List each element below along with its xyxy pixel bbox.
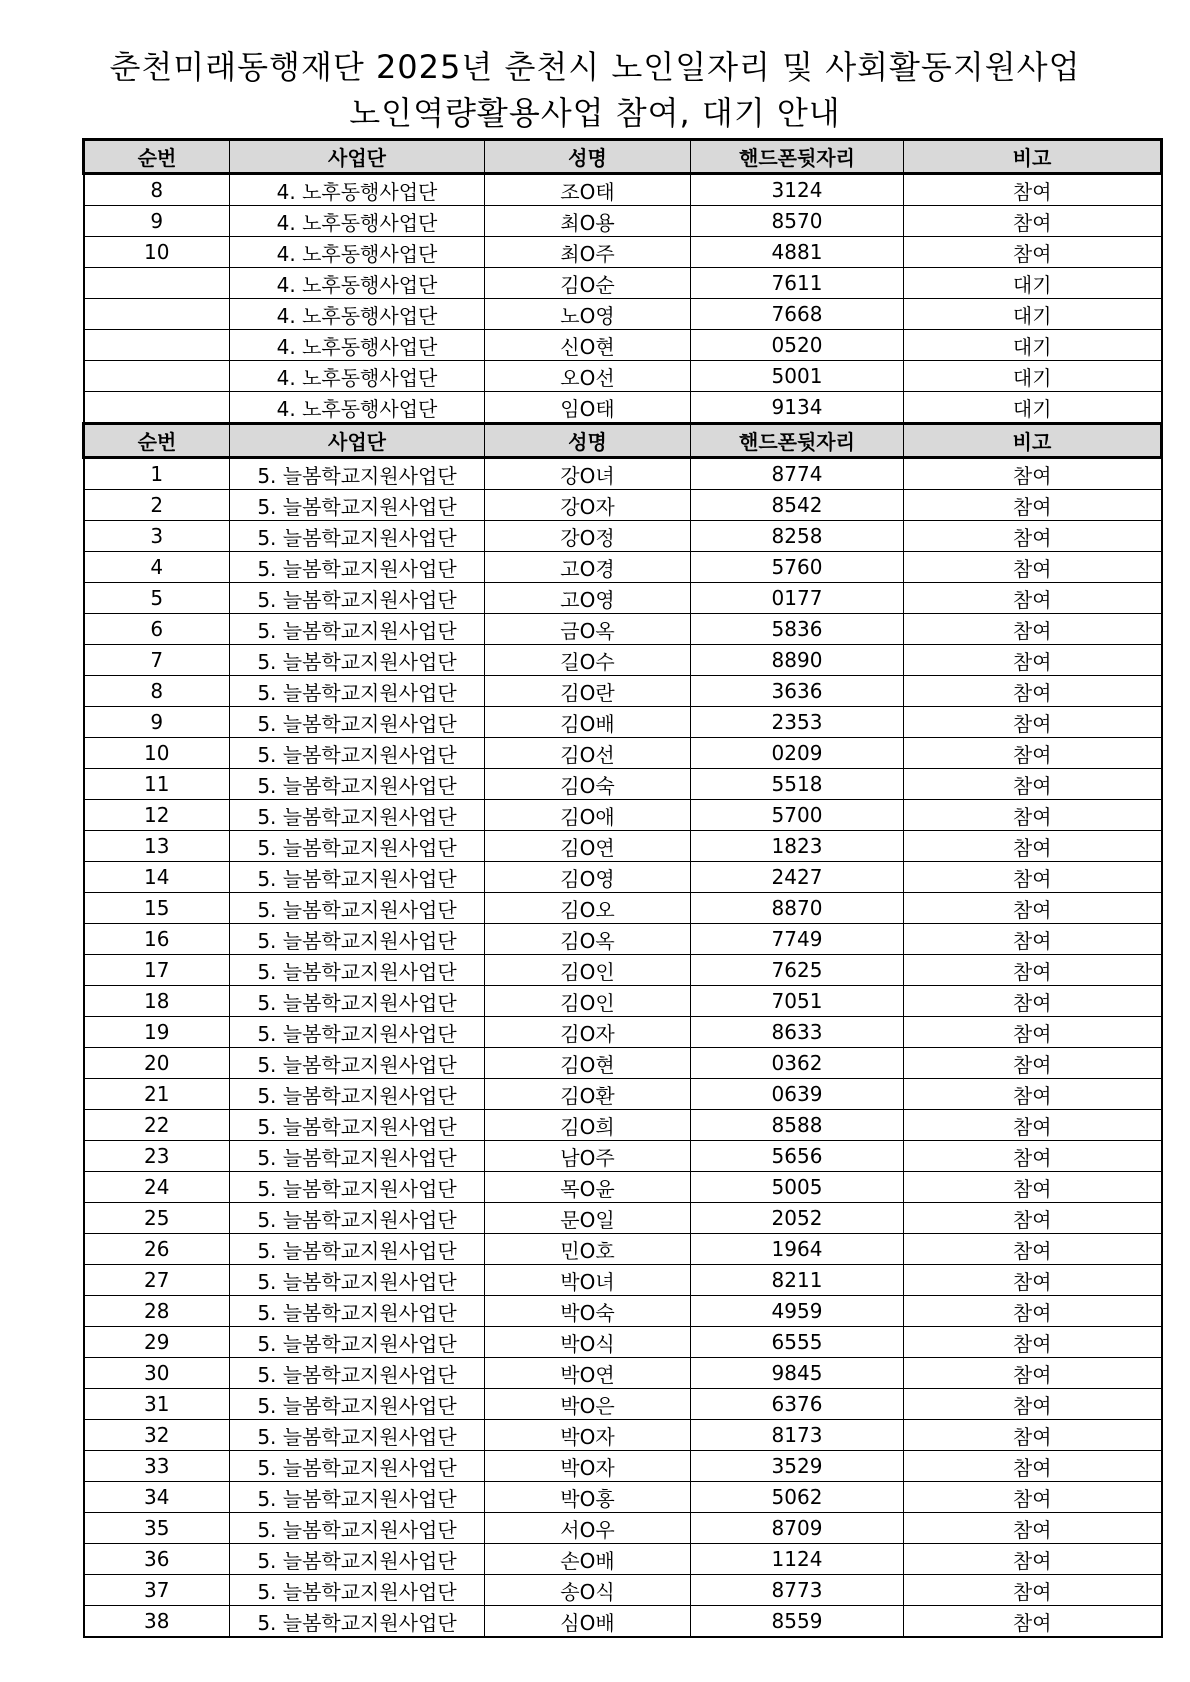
cell-team: 5. 늘봄학교지원사업단 <box>230 1358 485 1389</box>
cell-phone-last4: 0209 <box>691 738 904 769</box>
cell-team: 5. 늘봄학교지원사업단 <box>230 1141 485 1172</box>
cell-note: 참여 <box>904 1234 1162 1265</box>
cell-note: 참여 <box>904 1079 1162 1110</box>
cell-note: 참여 <box>904 800 1162 831</box>
cell-note: 참여 <box>904 237 1162 268</box>
cell-note: 참여 <box>904 831 1162 862</box>
header-team: 사업단 <box>230 140 485 174</box>
cell-team: 4. 노후동행사업단 <box>230 237 485 268</box>
cell-seq <box>84 392 230 424</box>
cell-seq: 36 <box>84 1544 230 1575</box>
cell-note: 참여 <box>904 707 1162 738</box>
cell-name: 김O순 <box>485 268 691 299</box>
header-name: 성명 <box>485 140 691 174</box>
cell-note: 참여 <box>904 1265 1162 1296</box>
cell-team: 5. 늘봄학교지원사업단 <box>230 1172 485 1203</box>
cell-team: 5. 늘봄학교지원사업단 <box>230 1389 485 1420</box>
cell-note: 참여 <box>904 645 1162 676</box>
cell-name: 목O윤 <box>485 1172 691 1203</box>
cell-name: 박O은 <box>485 1389 691 1420</box>
cell-seq: 11 <box>84 769 230 800</box>
cell-phone-last4: 5700 <box>691 800 904 831</box>
cell-seq: 37 <box>84 1575 230 1606</box>
cell-name: 김O애 <box>485 800 691 831</box>
cell-phone-last4: 8570 <box>691 206 904 237</box>
cell-note: 참여 <box>904 893 1162 924</box>
table-row <box>84 583 1162 614</box>
cell-team: 5. 늘봄학교지원사업단 <box>230 1482 485 1513</box>
cell-phone-last4: 1124 <box>691 1544 904 1575</box>
cell-name: 강O녀 <box>485 458 691 490</box>
cell-name: 노O영 <box>485 299 691 330</box>
cell-note: 참여 <box>904 1606 1162 1638</box>
cell-team: 5. 늘봄학교지원사업단 <box>230 1544 485 1575</box>
cell-phone-last4: 3529 <box>691 1451 904 1482</box>
cell-seq: 16 <box>84 924 230 955</box>
cell-seq: 23 <box>84 1141 230 1172</box>
cell-team: 5. 늘봄학교지원사업단 <box>230 862 485 893</box>
cell-note: 참여 <box>904 1389 1162 1420</box>
cell-phone-last4: 8258 <box>691 521 904 552</box>
cell-phone-last4: 8211 <box>691 1265 904 1296</box>
cell-seq: 12 <box>84 800 230 831</box>
cell-note: 대기 <box>904 361 1162 392</box>
table-row <box>84 299 1162 330</box>
table-row <box>84 1110 1162 1141</box>
header-team: 사업단 <box>230 424 485 458</box>
cell-seq: 19 <box>84 1017 230 1048</box>
cell-seq: 24 <box>84 1172 230 1203</box>
cell-phone-last4: 8870 <box>691 893 904 924</box>
table-row <box>84 1606 1162 1638</box>
table-row <box>84 361 1162 392</box>
cell-seq: 17 <box>84 955 230 986</box>
cell-name: 강O자 <box>485 490 691 521</box>
cell-phone-last4: 8773 <box>691 1575 904 1606</box>
table-row <box>84 1327 1162 1358</box>
cell-note: 참여 <box>904 1203 1162 1234</box>
cell-name: 김O환 <box>485 1079 691 1110</box>
cell-phone-last4: 5518 <box>691 769 904 800</box>
cell-name: 김O선 <box>485 738 691 769</box>
cell-phone-last4: 3124 <box>691 174 904 206</box>
header-seq: 순번 <box>84 424 230 458</box>
cell-phone-last4: 2427 <box>691 862 904 893</box>
cell-seq: 9 <box>84 206 230 237</box>
cell-phone-last4: 8774 <box>691 458 904 490</box>
cell-note: 참여 <box>904 1575 1162 1606</box>
cell-phone-last4: 5062 <box>691 1482 904 1513</box>
cell-phone-last4: 7668 <box>691 299 904 330</box>
cell-team: 5. 늘봄학교지원사업단 <box>230 552 485 583</box>
cell-note: 대기 <box>904 330 1162 361</box>
cell-name: 고O영 <box>485 583 691 614</box>
cell-name: 김O인 <box>485 955 691 986</box>
table-row <box>84 206 1162 237</box>
table-row <box>84 237 1162 268</box>
section1-header-row <box>84 140 1162 174</box>
cell-note: 참여 <box>904 1048 1162 1079</box>
table-row <box>84 800 1162 831</box>
table-row <box>84 986 1162 1017</box>
cell-phone-last4: 0177 <box>691 583 904 614</box>
cell-team: 5. 늘봄학교지원사업단 <box>230 614 485 645</box>
cell-phone-last4: 5001 <box>691 361 904 392</box>
cell-name: 조O태 <box>485 174 691 206</box>
cell-phone-last4: 1964 <box>691 1234 904 1265</box>
table-row <box>84 268 1162 299</box>
cell-note: 대기 <box>904 392 1162 424</box>
table-row <box>84 1017 1162 1048</box>
cell-team: 5. 늘봄학교지원사업단 <box>230 1451 485 1482</box>
table-row <box>84 174 1162 206</box>
table-row <box>84 924 1162 955</box>
cell-name: 김O옥 <box>485 924 691 955</box>
cell-note: 참여 <box>904 955 1162 986</box>
cell-name: 고O경 <box>485 552 691 583</box>
table-row <box>84 1172 1162 1203</box>
header-phone: 핸드폰뒷자리 <box>691 424 904 458</box>
table-row <box>84 738 1162 769</box>
table-row <box>84 392 1162 424</box>
cell-note: 참여 <box>904 676 1162 707</box>
cell-team: 5. 늘봄학교지원사업단 <box>230 769 485 800</box>
cell-team: 5. 늘봄학교지원사업단 <box>230 1606 485 1638</box>
cell-phone-last4: 9845 <box>691 1358 904 1389</box>
cell-seq: 32 <box>84 1420 230 1451</box>
cell-seq: 29 <box>84 1327 230 1358</box>
cell-phone-last4: 0362 <box>691 1048 904 1079</box>
cell-team: 5. 늘봄학교지원사업단 <box>230 583 485 614</box>
cell-seq: 9 <box>84 707 230 738</box>
cell-seq: 14 <box>84 862 230 893</box>
cell-phone-last4: 8709 <box>691 1513 904 1544</box>
cell-seq: 22 <box>84 1110 230 1141</box>
cell-team: 5. 늘봄학교지원사업단 <box>230 893 485 924</box>
cell-name: 오O선 <box>485 361 691 392</box>
table-row <box>84 1265 1162 1296</box>
cell-name: 김O배 <box>485 707 691 738</box>
cell-seq: 21 <box>84 1079 230 1110</box>
cell-team: 5. 늘봄학교지원사업단 <box>230 1575 485 1606</box>
cell-phone-last4: 7611 <box>691 268 904 299</box>
header-note: 비고 <box>904 140 1162 174</box>
cell-name: 박O녀 <box>485 1265 691 1296</box>
cell-name: 남O주 <box>485 1141 691 1172</box>
cell-seq: 31 <box>84 1389 230 1420</box>
cell-seq: 35 <box>84 1513 230 1544</box>
cell-team: 5. 늘봄학교지원사업단 <box>230 1513 485 1544</box>
cell-team: 5. 늘봄학교지원사업단 <box>230 676 485 707</box>
cell-team: 5. 늘봄학교지원사업단 <box>230 1203 485 1234</box>
cell-seq: 18 <box>84 986 230 1017</box>
cell-team: 5. 늘봄학교지원사업단 <box>230 986 485 1017</box>
cell-seq: 25 <box>84 1203 230 1234</box>
cell-team: 4. 노후동행사업단 <box>230 299 485 330</box>
cell-team: 4. 노후동행사업단 <box>230 361 485 392</box>
cell-name: 김O인 <box>485 986 691 1017</box>
cell-team: 5. 늘봄학교지원사업단 <box>230 955 485 986</box>
cell-seq: 10 <box>84 738 230 769</box>
cell-name: 김O오 <box>485 893 691 924</box>
cell-phone-last4: 5760 <box>691 552 904 583</box>
cell-note: 참여 <box>904 1544 1162 1575</box>
table-row <box>84 893 1162 924</box>
table-row <box>84 1048 1162 1079</box>
cell-name: 최O주 <box>485 237 691 268</box>
cell-note: 참여 <box>904 614 1162 645</box>
header-name: 성명 <box>485 424 691 458</box>
table-row <box>84 1296 1162 1327</box>
cell-phone-last4: 8173 <box>691 1420 904 1451</box>
cell-seq: 10 <box>84 237 230 268</box>
cell-note: 참여 <box>904 458 1162 490</box>
cell-seq: 33 <box>84 1451 230 1482</box>
cell-seq: 13 <box>84 831 230 862</box>
cell-name: 손O배 <box>485 1544 691 1575</box>
table-row <box>84 1420 1162 1451</box>
cell-seq: 1 <box>84 458 230 490</box>
cell-note: 참여 <box>904 1482 1162 1513</box>
table-row <box>84 1451 1162 1482</box>
cell-seq <box>84 330 230 361</box>
cell-team: 5. 늘봄학교지원사업단 <box>230 1110 485 1141</box>
cell-seq: 28 <box>84 1296 230 1327</box>
cell-seq: 7 <box>84 645 230 676</box>
table-row <box>84 1079 1162 1110</box>
table-row <box>84 645 1162 676</box>
cell-note: 참여 <box>904 986 1162 1017</box>
cell-name: 김O연 <box>485 831 691 862</box>
cell-team: 4. 노후동행사업단 <box>230 206 485 237</box>
cell-phone-last4: 0520 <box>691 330 904 361</box>
cell-name: 김O현 <box>485 1048 691 1079</box>
cell-seq: 3 <box>84 521 230 552</box>
table-row <box>84 769 1162 800</box>
cell-seq: 8 <box>84 676 230 707</box>
cell-note: 대기 <box>904 268 1162 299</box>
header-note: 비고 <box>904 424 1162 458</box>
cell-team: 4. 노후동행사업단 <box>230 268 485 299</box>
cell-note: 참여 <box>904 1451 1162 1482</box>
cell-note: 참여 <box>904 769 1162 800</box>
cell-note: 참여 <box>904 1017 1162 1048</box>
cell-team: 4. 노후동행사업단 <box>230 330 485 361</box>
cell-name: 박O홍 <box>485 1482 691 1513</box>
cell-phone-last4: 5005 <box>691 1172 904 1203</box>
cell-phone-last4: 7625 <box>691 955 904 986</box>
cell-team: 5. 늘봄학교지원사업단 <box>230 1420 485 1451</box>
cell-note: 참여 <box>904 1141 1162 1172</box>
cell-phone-last4: 8542 <box>691 490 904 521</box>
cell-team: 5. 늘봄학교지원사업단 <box>230 490 485 521</box>
cell-team: 5. 늘봄학교지원사업단 <box>230 831 485 862</box>
cell-phone-last4: 1823 <box>691 831 904 862</box>
cell-phone-last4: 8890 <box>691 645 904 676</box>
cell-note: 참여 <box>904 738 1162 769</box>
table-row <box>84 614 1162 645</box>
cell-seq: 8 <box>84 174 230 206</box>
cell-team: 5. 늘봄학교지원사업단 <box>230 1234 485 1265</box>
cell-phone-last4: 9134 <box>691 392 904 424</box>
cell-name: 서O우 <box>485 1513 691 1544</box>
cell-seq: 5 <box>84 583 230 614</box>
table-row <box>84 955 1162 986</box>
cell-seq: 38 <box>84 1606 230 1638</box>
cell-name: 김O자 <box>485 1017 691 1048</box>
table-row <box>84 1544 1162 1575</box>
cell-note: 참여 <box>904 924 1162 955</box>
document-title-line1: 춘천미래동행재단 2025년 춘천시 노인일자리 및 사회활동지원사업 <box>109 48 1081 86</box>
cell-team: 5. 늘봄학교지원사업단 <box>230 800 485 831</box>
cell-team: 5. 늘봄학교지원사업단 <box>230 1048 485 1079</box>
cell-phone-last4: 7749 <box>691 924 904 955</box>
cell-note: 참여 <box>904 1420 1162 1451</box>
cell-phone-last4: 2052 <box>691 1203 904 1234</box>
cell-phone-last4: 4959 <box>691 1296 904 1327</box>
header-phone: 핸드폰뒷자리 <box>691 140 904 174</box>
cell-team: 5. 늘봄학교지원사업단 <box>230 924 485 955</box>
header-seq: 순번 <box>84 140 230 174</box>
cell-seq: 20 <box>84 1048 230 1079</box>
cell-phone-last4: 0639 <box>691 1079 904 1110</box>
cell-team: 5. 늘봄학교지원사업단 <box>230 707 485 738</box>
cell-name: 김O란 <box>485 676 691 707</box>
cell-seq: 6 <box>84 614 230 645</box>
cell-name: 김O영 <box>485 862 691 893</box>
table-row <box>84 1389 1162 1420</box>
cell-name: 금O옥 <box>485 614 691 645</box>
cell-team: 5. 늘봄학교지원사업단 <box>230 738 485 769</box>
cell-phone-last4: 8588 <box>691 1110 904 1141</box>
cell-seq: 15 <box>84 893 230 924</box>
cell-name: 심O배 <box>485 1606 691 1638</box>
cell-note: 참여 <box>904 1327 1162 1358</box>
table-row <box>84 458 1162 490</box>
cell-note: 참여 <box>904 1513 1162 1544</box>
cell-note: 참여 <box>904 206 1162 237</box>
cell-phone-last4: 5836 <box>691 614 904 645</box>
table-row <box>84 330 1162 361</box>
table-row <box>84 831 1162 862</box>
cell-team: 5. 늘봄학교지원사업단 <box>230 1296 485 1327</box>
cell-seq <box>84 268 230 299</box>
cell-name: 길O수 <box>485 645 691 676</box>
table-row <box>84 552 1162 583</box>
table-row <box>84 1358 1162 1389</box>
table-row <box>84 1141 1162 1172</box>
cell-seq <box>84 361 230 392</box>
roster-body <box>84 140 1162 1638</box>
cell-phone-last4: 8559 <box>691 1606 904 1638</box>
table-row <box>84 521 1162 552</box>
table-row <box>84 1234 1162 1265</box>
cell-phone-last4: 5656 <box>691 1141 904 1172</box>
cell-phone-last4: 4881 <box>691 237 904 268</box>
table-row <box>84 1482 1162 1513</box>
document-title-line2: 노인역량활용사업 참여, 대기 안내 <box>349 94 841 132</box>
cell-phone-last4: 2353 <box>691 707 904 738</box>
cell-name: 신O현 <box>485 330 691 361</box>
cell-note: 대기 <box>904 299 1162 330</box>
table-row <box>84 1575 1162 1606</box>
cell-team: 5. 늘봄학교지원사업단 <box>230 458 485 490</box>
cell-note: 참여 <box>904 1172 1162 1203</box>
cell-name: 박O숙 <box>485 1296 691 1327</box>
table-row <box>84 1203 1162 1234</box>
cell-name: 최O용 <box>485 206 691 237</box>
cell-name: 문O일 <box>485 1203 691 1234</box>
cell-seq: 26 <box>84 1234 230 1265</box>
cell-name: 민O호 <box>485 1234 691 1265</box>
cell-team: 5. 늘봄학교지원사업단 <box>230 645 485 676</box>
cell-name: 박O자 <box>485 1451 691 1482</box>
cell-seq: 27 <box>84 1265 230 1296</box>
cell-note: 참여 <box>904 174 1162 206</box>
cell-phone-last4: 6376 <box>691 1389 904 1420</box>
cell-name: 김O희 <box>485 1110 691 1141</box>
cell-seq: 34 <box>84 1482 230 1513</box>
cell-phone-last4: 8633 <box>691 1017 904 1048</box>
cell-name: 송O식 <box>485 1575 691 1606</box>
cell-seq: 4 <box>84 552 230 583</box>
cell-note: 참여 <box>904 862 1162 893</box>
cell-seq: 30 <box>84 1358 230 1389</box>
cell-phone-last4: 6555 <box>691 1327 904 1358</box>
roster-table <box>82 138 1163 1638</box>
cell-name: 강O정 <box>485 521 691 552</box>
cell-seq: 2 <box>84 490 230 521</box>
table-row <box>84 1513 1162 1544</box>
cell-name: 김O숙 <box>485 769 691 800</box>
cell-team: 5. 늘봄학교지원사업단 <box>230 1017 485 1048</box>
cell-phone-last4: 3636 <box>691 676 904 707</box>
cell-note: 참여 <box>904 1296 1162 1327</box>
cell-team: 5. 늘봄학교지원사업단 <box>230 521 485 552</box>
table-row <box>84 862 1162 893</box>
cell-team: 5. 늘봄학교지원사업단 <box>230 1079 485 1110</box>
cell-name: 임O태 <box>485 392 691 424</box>
table-row <box>84 707 1162 738</box>
cell-note: 참여 <box>904 583 1162 614</box>
cell-note: 참여 <box>904 1358 1162 1389</box>
cell-name: 박O식 <box>485 1327 691 1358</box>
table-row <box>84 676 1162 707</box>
cell-phone-last4: 7051 <box>691 986 904 1017</box>
cell-note: 참여 <box>904 552 1162 583</box>
cell-note: 참여 <box>904 490 1162 521</box>
cell-note: 참여 <box>904 521 1162 552</box>
cell-team: 5. 늘봄학교지원사업단 <box>230 1265 485 1296</box>
table-row <box>84 490 1162 521</box>
cell-name: 박O연 <box>485 1358 691 1389</box>
cell-name: 박O자 <box>485 1420 691 1451</box>
cell-team: 5. 늘봄학교지원사업단 <box>230 1327 485 1358</box>
cell-team: 4. 노후동행사업단 <box>230 392 485 424</box>
cell-team: 4. 노후동행사업단 <box>230 174 485 206</box>
cell-note: 참여 <box>904 1110 1162 1141</box>
section2-header-row <box>84 424 1162 458</box>
cell-seq <box>84 299 230 330</box>
